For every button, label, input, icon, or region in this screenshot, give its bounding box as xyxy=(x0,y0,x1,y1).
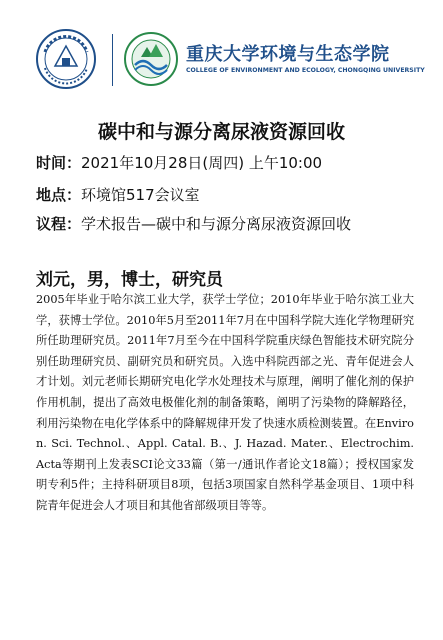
header-divider xyxy=(112,34,113,86)
college-emblem-logo xyxy=(123,31,179,87)
agenda-row xyxy=(36,213,351,234)
place-label: 地点： xyxy=(36,186,82,204)
college-name-cn: 重庆大学环境与生态学院 xyxy=(186,44,390,65)
place-value: 环境馆517会议室 xyxy=(81,186,200,204)
speaker-heading: 刘元，男，博士，研究员 xyxy=(36,270,223,290)
agenda-label: 议程： xyxy=(36,215,82,233)
time-row xyxy=(36,152,322,173)
college-name-en: COLLEGE OF ENVIRONMENT AND ECOLOGY, CHONGQING UNIVERSITY xyxy=(186,67,425,74)
university-seal-logo xyxy=(35,28,97,90)
agenda-value: 学术报告—碳中和与源分离尿液资源回收 xyxy=(81,215,352,233)
header xyxy=(0,0,443,100)
page-title: 碳中和与源分离尿液资源回收 xyxy=(97,121,345,143)
time-label: 时间： xyxy=(36,154,82,172)
place-row xyxy=(36,184,200,205)
speaker-bio: 2005年毕业于哈尔滨工业大学，获学士学位；2010年毕业于哈尔滨工业大学，获博士学位。2010年5月至2011年7月在中国科学院大连化学物理研究所任助理研究员。2011年7月至今在中国科学院重庆绿色智能技术研究院分别任助理研究员、副研究员和研究员。入选中科院西部之光、青年促进会人才计划。刘元老师长期研究电化学水处理技术与原理，阐明了催化剂的保护作用机制，提出了高效电极催化剂的制备策略，阐明了污染物的降解路径，利用污染物在电化学体系中的降解规律开发了快速水质检测装置。在Environ. Sci. Technol.、Appl. Catal. B.、J. Hazad. Mater.、Electrochim. Acta等期刊上发表SCI论文33篇（第一/通讯作者论文18篇）；授权国家发明专利5件；主持科研项目8项，包括3项国家自然科学基金项目、1项中科院青年促进会人才项目和其他省部级项目等等。 xyxy=(36,293,414,512)
time-value: 2021年10月28日(周四) 上午10:00 xyxy=(81,154,323,172)
